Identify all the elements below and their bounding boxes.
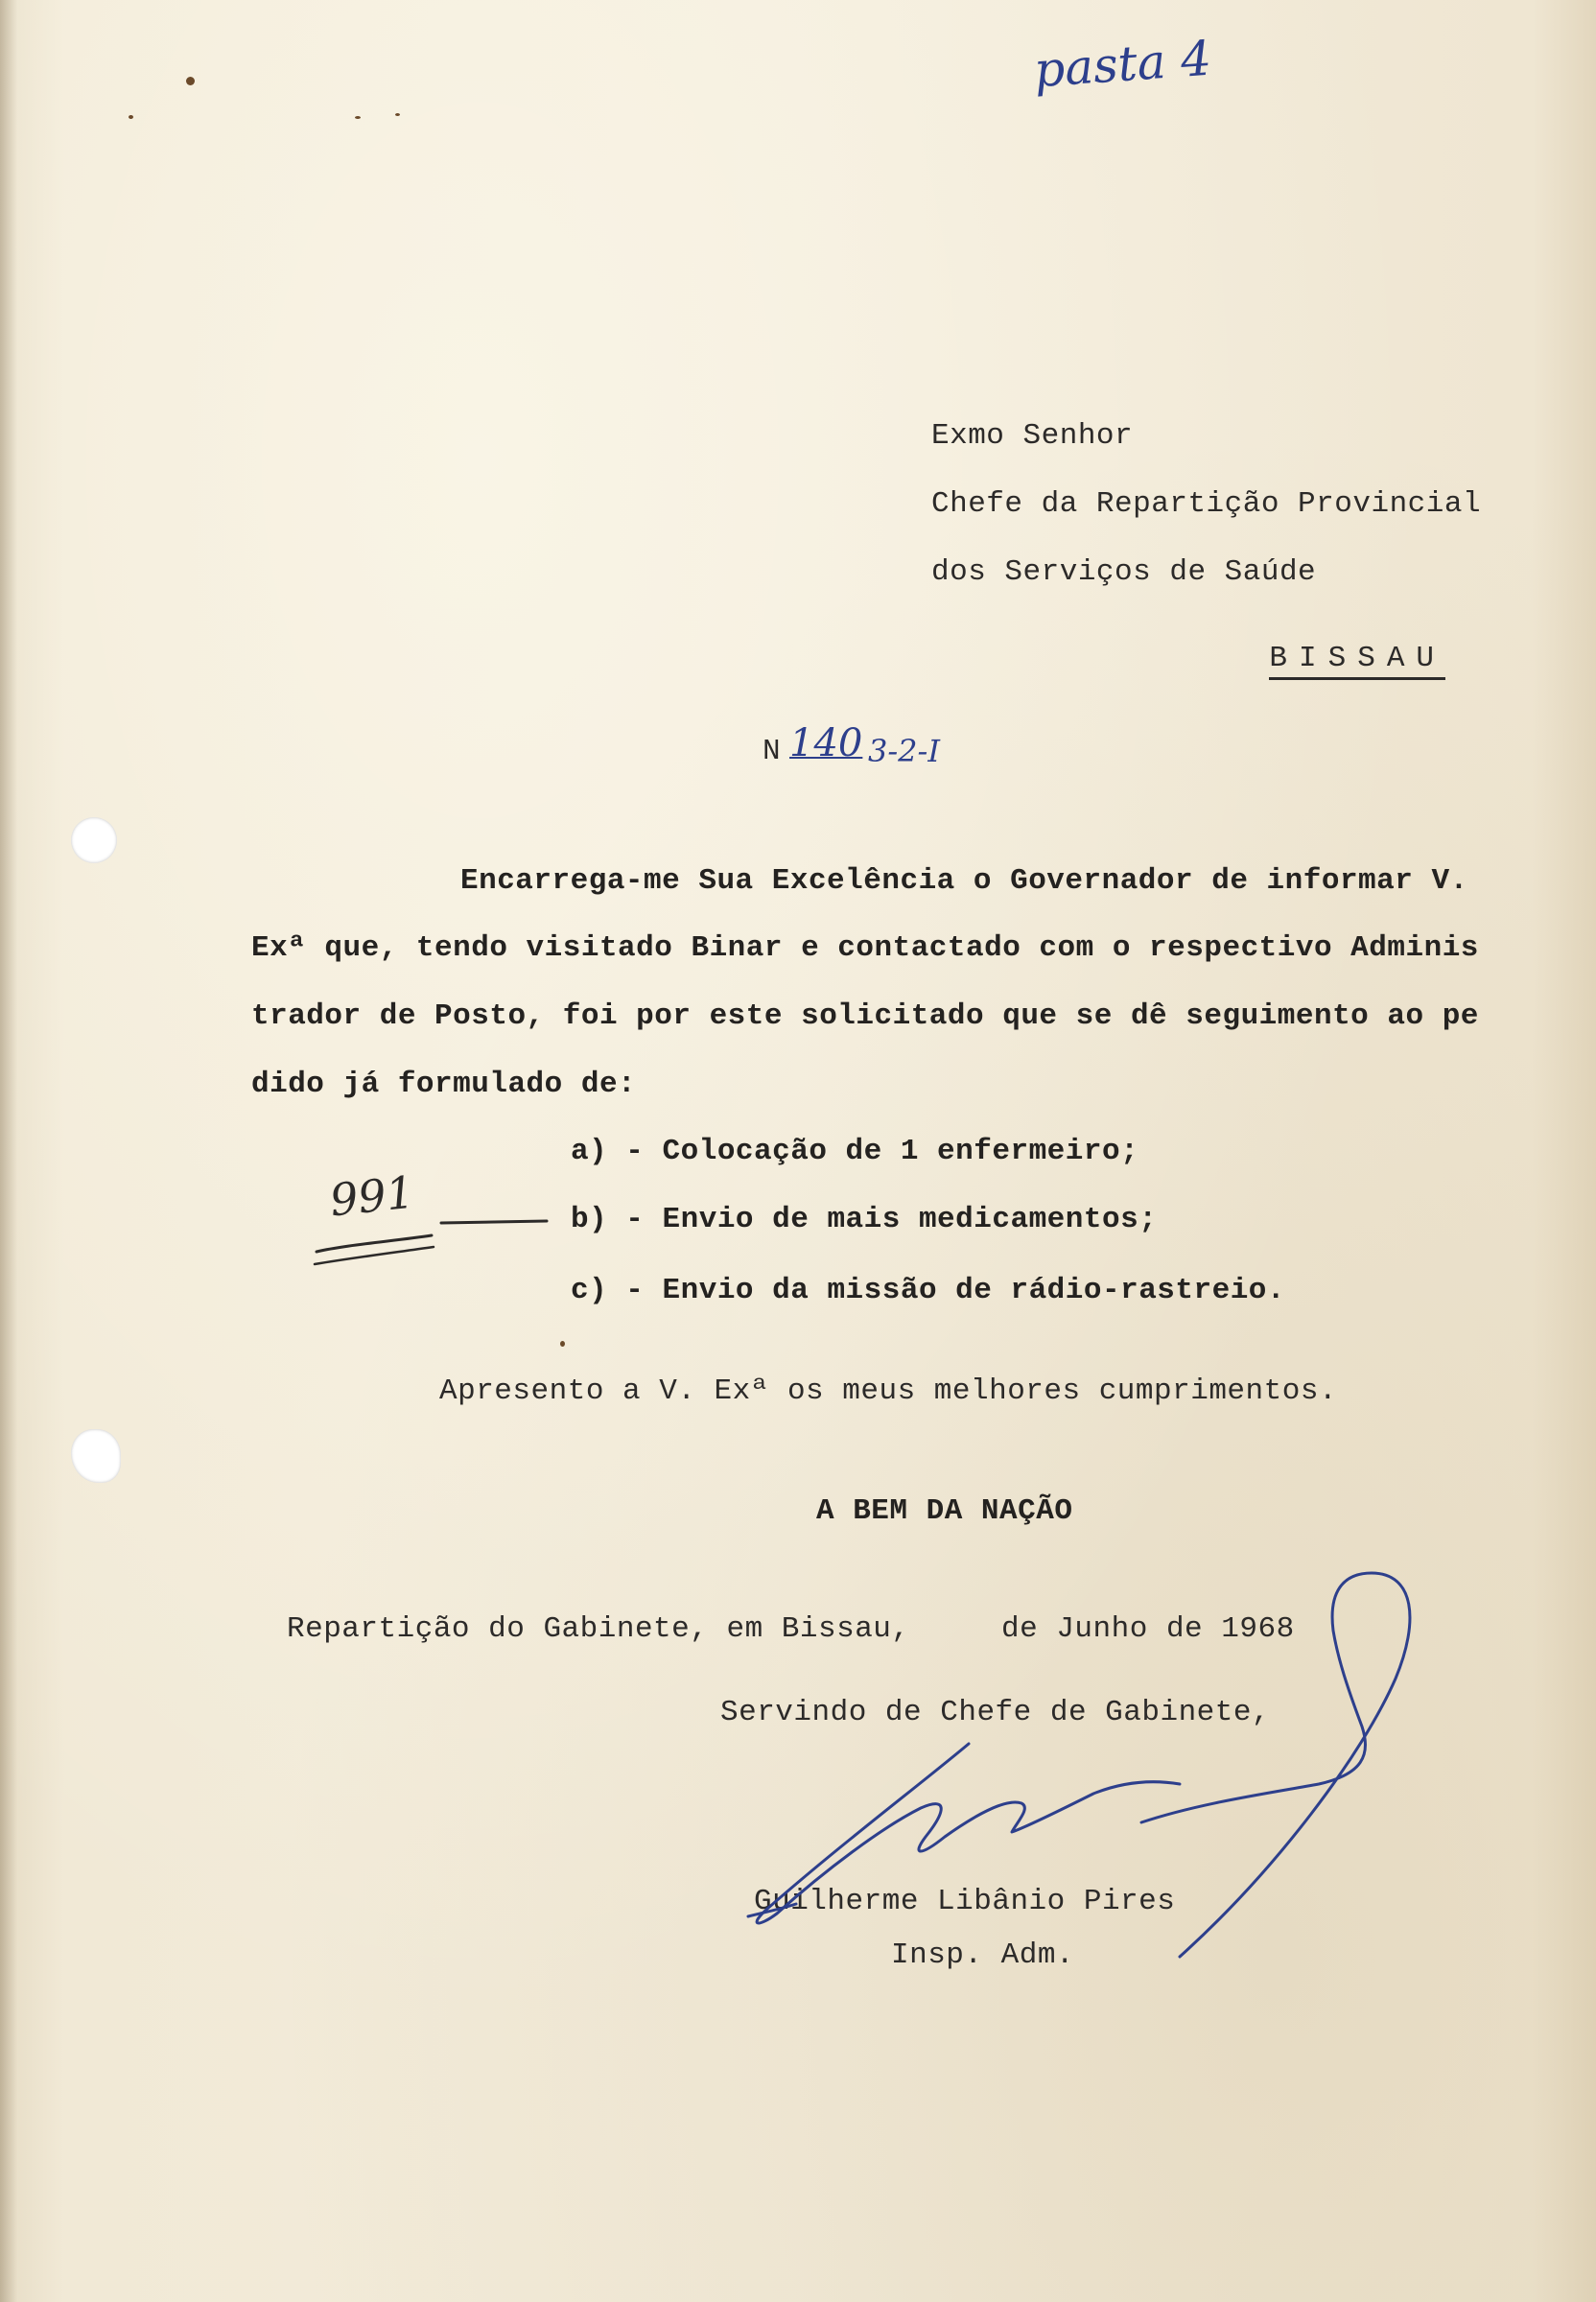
- body-line-3: trador de Posto, foi por este solicitado que se dê seguimento ao pe: [251, 999, 1479, 1033]
- margin-arrow-line: [315, 1221, 547, 1264]
- addressee-service: dos Serviços de Saúde: [931, 555, 1317, 589]
- handwritten-signature: [748, 1573, 1410, 1957]
- body-line-2: Exª que, tendo visitado Binar e contactado com o respectivo Adminis: [251, 931, 1479, 965]
- reference-suffix: 3-2-I: [868, 733, 940, 769]
- addressee-office: Chefe da Repartição Provincial: [931, 487, 1482, 521]
- closing-place-date: Repartição do Gabinete, em Bissau, de Junho de 1968: [287, 1612, 1295, 1646]
- closing-role: Servindo de Chefe de Gabinete,: [720, 1696, 1271, 1729]
- handwritten-folder-note: pasta 4: [1032, 30, 1213, 99]
- request-item-a: a) - Colocação de 1 enfermeiro;: [571, 1135, 1139, 1168]
- addressee-salutation: Exmo Senhor: [931, 419, 1134, 453]
- signatory-name: Guilherme Libânio Pires: [754, 1885, 1176, 1918]
- reference-number: 140: [789, 721, 863, 765]
- request-item-c: c) - Envio da missão de rádio-rastreio.: [571, 1274, 1286, 1307]
- signatory-title: Insp. Adm.: [891, 1938, 1075, 1972]
- body-line-4: dido já formulado de:: [251, 1068, 637, 1101]
- addressee-city-text: BISSAU: [1269, 642, 1445, 680]
- request-item-b: b) - Envio de mais medicamentos;: [571, 1203, 1158, 1236]
- closing-motto: A BEM DA NAÇÃO: [816, 1494, 1073, 1528]
- closing-greeting: Apresento a V. Exª os meus melhores cumprimentos.: [439, 1374, 1338, 1408]
- reference-prefix: N: [763, 735, 782, 768]
- margin-handwritten-mark: 991: [327, 1165, 417, 1227]
- body-line-1: Encarrega-me Sua Excelência o Governador de informar V.: [460, 864, 1468, 898]
